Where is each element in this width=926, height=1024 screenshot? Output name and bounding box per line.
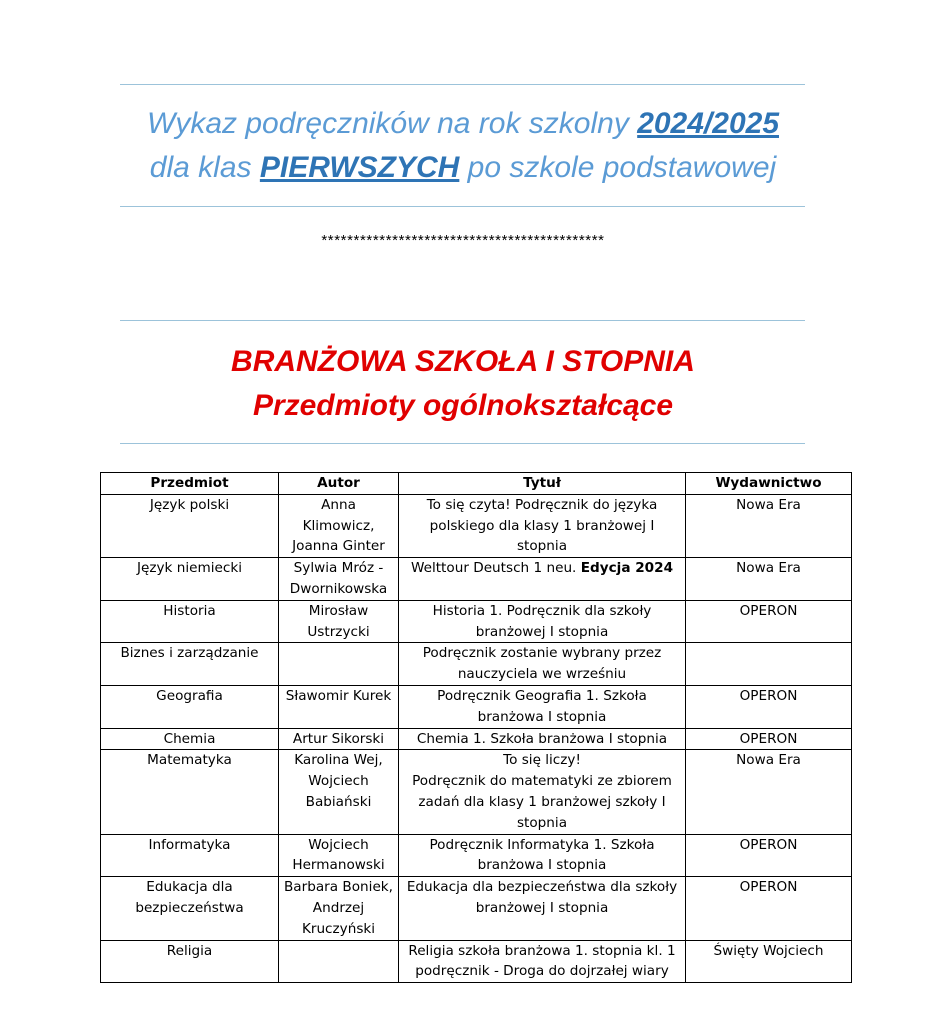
title-line-2 (0, 146, 926, 190)
header-title: Tytuł (399, 473, 686, 495)
cell-subject: Matematyka (101, 750, 279, 834)
table-row (101, 834, 852, 877)
table-row (101, 494, 852, 557)
cell-title: Podręcznik zostanie wybrany przez nauczyciela we wrześniu (399, 643, 686, 686)
header-subject: Przedmiot (101, 473, 279, 495)
title-line-1: To się liczy! (503, 752, 581, 769)
cell-title: Podręcznik Informatyka 1. Szkoła branżowa I stopnia (399, 834, 686, 877)
table-row (101, 685, 852, 728)
cell-title: Religia szkoła branżowa 1. stopnia kl. 1 podręcznik - Droga do dojrzałej wiary (399, 940, 686, 983)
cell-publisher: OPERON (686, 685, 852, 728)
cell-publisher: Nowa Era (686, 558, 852, 601)
cell-author: Artur Sikorski (279, 728, 399, 750)
table-row (101, 728, 852, 750)
cell-publisher (686, 643, 852, 686)
edition-label: Edycja 2024 (580, 560, 674, 577)
section-title: BRANŻOWA SZKOŁA I STOPNIA (231, 345, 695, 378)
cell-subject: Informatyka (101, 834, 279, 877)
cell-author (279, 643, 399, 686)
cell-author (279, 940, 399, 983)
class-level: PIERWSZYCH (259, 151, 460, 184)
cell-title: Historia 1. Podręcznik dla szkoły branżowej I stopnia (399, 600, 686, 643)
divider-top (120, 84, 805, 85)
table-header-row (101, 473, 852, 495)
divider-title-bottom (120, 206, 805, 207)
table-row (101, 877, 852, 940)
cell-title: Edukacja dla bezpieczeństwa dla szkoły branżowej I stopnia (399, 877, 686, 940)
title-text-3: po szkole podstawowej (459, 151, 777, 184)
cell-subject: Historia (101, 600, 279, 643)
title-text-2: dla klas (149, 151, 260, 184)
divider-section-bottom (120, 443, 805, 444)
title-line-1 (0, 102, 926, 146)
divider-section-top (120, 320, 805, 321)
cell-subject: Religia (101, 940, 279, 983)
cell-publisher: Nowa Era (686, 494, 852, 557)
cell-subject: Chemia (101, 728, 279, 750)
star-separator: ******************************************** (321, 232, 605, 249)
cell-publisher: Święty Wojciech (686, 940, 852, 983)
title-text: Podręcznik do matematyki ze zbiorem zadań dla klasy 1 branżowej szkoły I stopnia (412, 773, 672, 831)
cell-title (399, 750, 686, 834)
table-row (101, 600, 852, 643)
cell-publisher: OPERON (686, 600, 852, 643)
cell-title: Chemia 1. Szkoła branżowa I stopnia (399, 728, 686, 750)
cell-subject: Geografia (101, 685, 279, 728)
cell-title: Podręcznik Geografia 1. Szkoła branżowa I stopnia (399, 685, 686, 728)
cell-author: Wojciech Hermanowski (279, 834, 399, 877)
header-author: Autor (279, 473, 399, 495)
cell-subject: Język polski (101, 494, 279, 557)
school-year: 2024/2025 (637, 107, 779, 140)
textbook-table (100, 472, 852, 983)
cell-author: Mirosław Ustrzycki (279, 600, 399, 643)
table-row (101, 750, 852, 834)
section-subtitle: Przedmioty ogólnokształcące (252, 389, 674, 422)
cell-author: Karolina Wej, Wojciech Babiański (279, 750, 399, 834)
cell-publisher: OPERON (686, 834, 852, 877)
section-heading (0, 340, 926, 428)
cell-subject: Język niemiecki (101, 558, 279, 601)
table-row (101, 643, 852, 686)
title-text: Welttour Deutsch 1 neu. (410, 560, 577, 577)
cell-publisher: OPERON (686, 877, 852, 940)
cell-author: Barbara Boniek, Andrzej Kruczyński (279, 877, 399, 940)
cell-publisher: Nowa Era (686, 750, 852, 834)
cell-publisher: OPERON (686, 728, 852, 750)
cell-author: Sylwia Mróz - Dwornikowska (279, 558, 399, 601)
title-text: Wykaz podręczników na rok szkolny (147, 107, 638, 140)
cell-author: Sławomir Kurek (279, 685, 399, 728)
header-publisher: Wydawnictwo (686, 473, 852, 495)
cell-author: Anna Klimowicz, Joanna Ginter (279, 494, 399, 557)
cell-title: To się czyta! Podręcznik do języka polskiego dla klasy 1 branżowej I stopnia (399, 494, 686, 557)
cell-subject: Edukacja dla bezpieczeństwa (101, 877, 279, 940)
cell-title (399, 558, 686, 601)
cell-subject: Biznes i zarządzanie (101, 643, 279, 686)
table-row (101, 558, 852, 601)
table-row (101, 940, 852, 983)
document-title (0, 102, 926, 190)
